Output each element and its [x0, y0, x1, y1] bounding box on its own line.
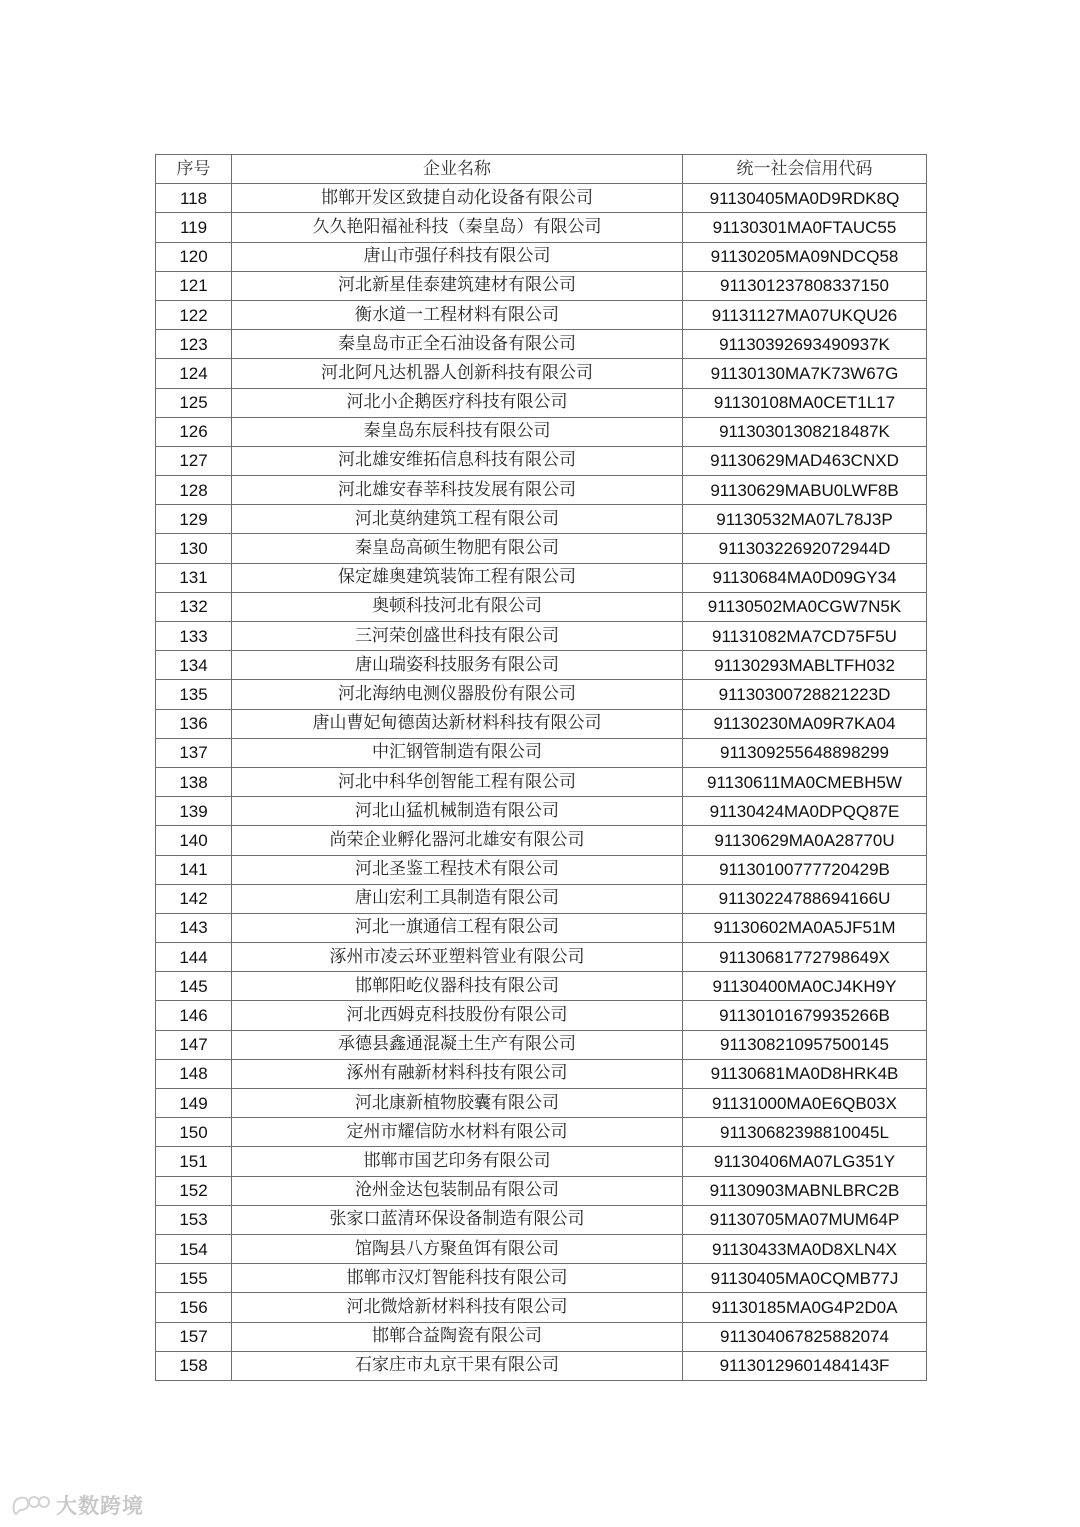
serial-number-cell: 148	[156, 1059, 232, 1088]
credit-code-cell: 91130532MA07L78J3P	[683, 505, 927, 534]
table-row	[156, 1001, 927, 1030]
table-row	[156, 1293, 927, 1322]
table-row	[156, 1351, 927, 1380]
table-row	[156, 505, 927, 534]
enterprise-name-cell: 定州市耀信防水材料有限公司	[232, 1118, 683, 1147]
serial-number-cell: 136	[156, 709, 232, 738]
enterprise-name-cell: 馆陶县八方聚鱼饵有限公司	[232, 1234, 683, 1263]
table-row	[156, 1030, 927, 1059]
table-row	[156, 300, 927, 329]
serial-number-cell: 141	[156, 855, 232, 884]
credit-code-cell: 91130424MA0DPQQ87E	[683, 797, 927, 826]
enterprise-name-cell: 涿州有融新材料科技有限公司	[232, 1059, 683, 1088]
table-row	[156, 1147, 927, 1176]
serial-number-cell: 153	[156, 1205, 232, 1234]
credit-code-cell: 91130129601484143F	[683, 1351, 927, 1380]
table-row	[156, 1205, 927, 1234]
enterprise-name-cell: 河北雄安春莘科技发展有限公司	[232, 476, 683, 505]
table-row	[156, 767, 927, 796]
table-row	[156, 271, 927, 300]
table-row	[156, 1176, 927, 1205]
table-row	[156, 592, 927, 621]
enterprise-name-cell: 河北中科华创智能工程有限公司	[232, 767, 683, 796]
credit-code-cell: 91130293MABLTFH032	[683, 651, 927, 680]
credit-code-cell: 91130224788694166U	[683, 884, 927, 913]
enterprise-name-cell: 久久艳阳福祉科技（秦皇岛）有限公司	[232, 213, 683, 242]
enterprise-name-cell: 河北小企鹅医疗科技有限公司	[232, 388, 683, 417]
credit-code-cell: 91130406MA07LG351Y	[683, 1147, 927, 1176]
serial-number-cell: 129	[156, 505, 232, 534]
serial-number-cell: 125	[156, 388, 232, 417]
credit-code-cell: 911308210957500145	[683, 1030, 927, 1059]
serial-number-cell: 131	[156, 563, 232, 592]
enterprise-name-cell: 承德县鑫通混凝土生产有限公司	[232, 1030, 683, 1059]
enterprise-name-cell: 河北山猛机械制造有限公司	[232, 797, 683, 826]
enterprise-name-cell: 河北康新植物胶囊有限公司	[232, 1089, 683, 1118]
enterprise-name-cell: 河北莫纳建筑工程有限公司	[232, 505, 683, 534]
serial-number-cell: 128	[156, 476, 232, 505]
enterprise-name-cell: 秦皇岛高硕生物肥有限公司	[232, 534, 683, 563]
credit-code-cell: 91130130MA7K73W67G	[683, 359, 927, 388]
credit-code-cell: 91130405MA0CQMB77J	[683, 1264, 927, 1293]
header-row	[156, 155, 927, 184]
table-row	[156, 738, 927, 767]
serial-number-cell: 147	[156, 1030, 232, 1059]
enterprise-name-cell: 唐山宏利工具制造有限公司	[232, 884, 683, 913]
serial-number-cell: 138	[156, 767, 232, 796]
table-row	[156, 1322, 927, 1351]
enterprise-name-cell: 邯郸合益陶瓷有限公司	[232, 1322, 683, 1351]
table-row	[156, 1089, 927, 1118]
table-row	[156, 359, 927, 388]
chat-bubble-logo-icon	[10, 1492, 50, 1518]
credit-code-cell: 91130322692072944D	[683, 534, 927, 563]
credit-code-cell: 91130611MA0CMEBH5W	[683, 767, 927, 796]
credit-code-cell: 91130392693490937K	[683, 330, 927, 359]
credit-code-cell: 91130629MA0A28770U	[683, 826, 927, 855]
credit-code-cell: 91130681772798649X	[683, 943, 927, 972]
header-credit-code: 统一社会信用代码	[683, 155, 927, 184]
enterprise-name-cell: 河北海纳电测仪器股份有限公司	[232, 680, 683, 709]
enterprise-name-cell: 河北微焓新材料科技有限公司	[232, 1293, 683, 1322]
serial-number-cell: 119	[156, 213, 232, 242]
credit-code-cell: 91130705MA07MUM64P	[683, 1205, 927, 1234]
serial-number-cell: 149	[156, 1089, 232, 1118]
credit-code-cell: 91130629MAD463CNXD	[683, 446, 927, 475]
table-row	[156, 1264, 927, 1293]
watermark	[10, 1490, 144, 1520]
credit-code-cell: 91130602MA0A5JF51M	[683, 913, 927, 942]
table-row	[156, 417, 927, 446]
table-row	[156, 330, 927, 359]
credit-code-cell: 91130100777720429B	[683, 855, 927, 884]
credit-code-cell: 91131127MA07UKQU26	[683, 300, 927, 329]
credit-code-cell: 91130301308218487K	[683, 417, 927, 446]
table-row	[156, 1234, 927, 1263]
credit-code-cell: 91131000MA0E6QB03X	[683, 1089, 927, 1118]
enterprise-name-cell: 秦皇岛市正全石油设备有限公司	[232, 330, 683, 359]
serial-number-cell: 140	[156, 826, 232, 855]
serial-number-cell: 142	[156, 884, 232, 913]
credit-code-cell: 91130684MA0D09GY34	[683, 563, 927, 592]
credit-code-cell: 91130400MA0CJ4KH9Y	[683, 972, 927, 1001]
serial-number-cell: 137	[156, 738, 232, 767]
serial-number-cell: 132	[156, 592, 232, 621]
table-body	[156, 184, 927, 1381]
table-row	[156, 943, 927, 972]
table-row	[156, 622, 927, 651]
serial-number-cell: 157	[156, 1322, 232, 1351]
credit-code-cell: 91130433MA0D8XLN4X	[683, 1234, 927, 1263]
enterprise-name-cell: 河北阿凡达机器人创新科技有限公司	[232, 359, 683, 388]
serial-number-cell: 156	[156, 1293, 232, 1322]
table-row	[156, 855, 927, 884]
table-row	[156, 913, 927, 942]
serial-number-cell: 118	[156, 184, 232, 213]
credit-code-cell: 91131082MA7CD75F5U	[683, 622, 927, 651]
credit-code-cell: 91130300728821223D	[683, 680, 927, 709]
enterprise-name-cell: 河北一旗通信工程有限公司	[232, 913, 683, 942]
serial-number-cell: 151	[156, 1147, 232, 1176]
serial-number-cell: 124	[156, 359, 232, 388]
enterprise-name-cell: 沧州金达包装制品有限公司	[232, 1176, 683, 1205]
enterprise-name-cell: 尚荣企业孵化器河北雄安有限公司	[232, 826, 683, 855]
serial-number-cell: 121	[156, 271, 232, 300]
table-row	[156, 534, 927, 563]
enterprise-name-cell: 河北雄安维拓信息科技有限公司	[232, 446, 683, 475]
serial-number-cell: 120	[156, 242, 232, 271]
enterprise-name-cell: 中汇钢管制造有限公司	[232, 738, 683, 767]
credit-code-cell: 91130230MA09R7KA04	[683, 709, 927, 738]
serial-number-cell: 130	[156, 534, 232, 563]
serial-number-cell: 155	[156, 1264, 232, 1293]
enterprise-name-cell: 河北新星佳泰建筑建材有限公司	[232, 271, 683, 300]
enterprise-name-cell: 秦皇岛东辰科技有限公司	[232, 417, 683, 446]
enterprise-name-cell: 涿州市凌云环亚塑料管业有限公司	[232, 943, 683, 972]
enterprise-name-cell: 石家庄市丸京干果有限公司	[232, 1351, 683, 1380]
credit-code-cell: 911301237808337150	[683, 271, 927, 300]
serial-number-cell: 146	[156, 1001, 232, 1030]
table-row	[156, 709, 927, 738]
table-row	[156, 476, 927, 505]
credit-code-cell: 91130903MABNLBRC2B	[683, 1176, 927, 1205]
serial-number-cell: 123	[156, 330, 232, 359]
serial-number-cell: 126	[156, 417, 232, 446]
credit-code-cell: 91130101679935266B	[683, 1001, 927, 1030]
enterprise-name-cell: 三河荣创盛世科技有限公司	[232, 622, 683, 651]
credit-code-cell: 91130405MA0D9RDK8Q	[683, 184, 927, 213]
table-row	[156, 972, 927, 1001]
credit-code-cell: 91130108MA0CET1L17	[683, 388, 927, 417]
enterprise-name-cell: 保定雄奥建筑装饰工程有限公司	[232, 563, 683, 592]
serial-number-cell: 122	[156, 300, 232, 329]
credit-code-cell: 911309255648898299	[683, 738, 927, 767]
enterprise-name-cell: 奥顿科技河北有限公司	[232, 592, 683, 621]
serial-number-cell: 158	[156, 1351, 232, 1380]
serial-number-cell: 135	[156, 680, 232, 709]
credit-code-cell: 91130629MABU0LWF8B	[683, 476, 927, 505]
table-row	[156, 213, 927, 242]
serial-number-cell: 143	[156, 913, 232, 942]
table-row	[156, 797, 927, 826]
credit-code-cell: 91130205MA09NDCQ58	[683, 242, 927, 271]
table-row	[156, 388, 927, 417]
credit-code-cell: 91130682398810045L	[683, 1118, 927, 1147]
table-row	[156, 680, 927, 709]
header-serial-number: 序号	[156, 155, 232, 184]
table-row	[156, 884, 927, 913]
enterprise-table	[155, 154, 927, 1381]
serial-number-cell: 134	[156, 651, 232, 680]
table-header	[156, 155, 927, 184]
header-enterprise-name: 企业名称	[232, 155, 683, 184]
serial-number-cell: 145	[156, 972, 232, 1001]
enterprise-name-cell: 河北圣鉴工程技术有限公司	[232, 855, 683, 884]
table-row	[156, 1118, 927, 1147]
enterprise-name-cell: 唐山瑞姿科技服务有限公司	[232, 651, 683, 680]
table-row	[156, 242, 927, 271]
enterprise-name-cell: 邯郸阳屹仪器科技有限公司	[232, 972, 683, 1001]
watermark-text: 大数跨境	[56, 1494, 144, 1518]
enterprise-name-cell: 邯郸开发区致捷自动化设备有限公司	[232, 184, 683, 213]
enterprise-name-cell: 唐山市强仔科技有限公司	[232, 242, 683, 271]
table-row	[156, 1059, 927, 1088]
credit-code-cell: 911304067825882074	[683, 1322, 927, 1351]
table-row	[156, 563, 927, 592]
enterprise-name-cell: 邯郸市汉灯智能科技有限公司	[232, 1264, 683, 1293]
enterprise-name-cell: 张家口蓝清环保设备制造有限公司	[232, 1205, 683, 1234]
enterprise-name-cell: 河北西姆克科技股份有限公司	[232, 1001, 683, 1030]
credit-code-cell: 91130301MA0FTAUC55	[683, 213, 927, 242]
table-row	[156, 184, 927, 213]
enterprise-name-cell: 唐山曹妃甸德茵达新材料科技有限公司	[232, 709, 683, 738]
serial-number-cell: 139	[156, 797, 232, 826]
serial-number-cell: 133	[156, 622, 232, 651]
table-row	[156, 826, 927, 855]
enterprise-name-cell: 邯郸市国艺印务有限公司	[232, 1147, 683, 1176]
serial-number-cell: 127	[156, 446, 232, 475]
serial-number-cell: 150	[156, 1118, 232, 1147]
serial-number-cell: 144	[156, 943, 232, 972]
credit-code-cell: 91130502MA0CGW7N5K	[683, 592, 927, 621]
serial-number-cell: 152	[156, 1176, 232, 1205]
enterprise-name-cell: 衡水道一工程材料有限公司	[232, 300, 683, 329]
credit-code-cell: 91130185MA0G4P2D0A	[683, 1293, 927, 1322]
serial-number-cell: 154	[156, 1234, 232, 1263]
table-row	[156, 651, 927, 680]
credit-code-cell: 91130681MA0D8HRK4B	[683, 1059, 927, 1088]
table-row	[156, 446, 927, 475]
